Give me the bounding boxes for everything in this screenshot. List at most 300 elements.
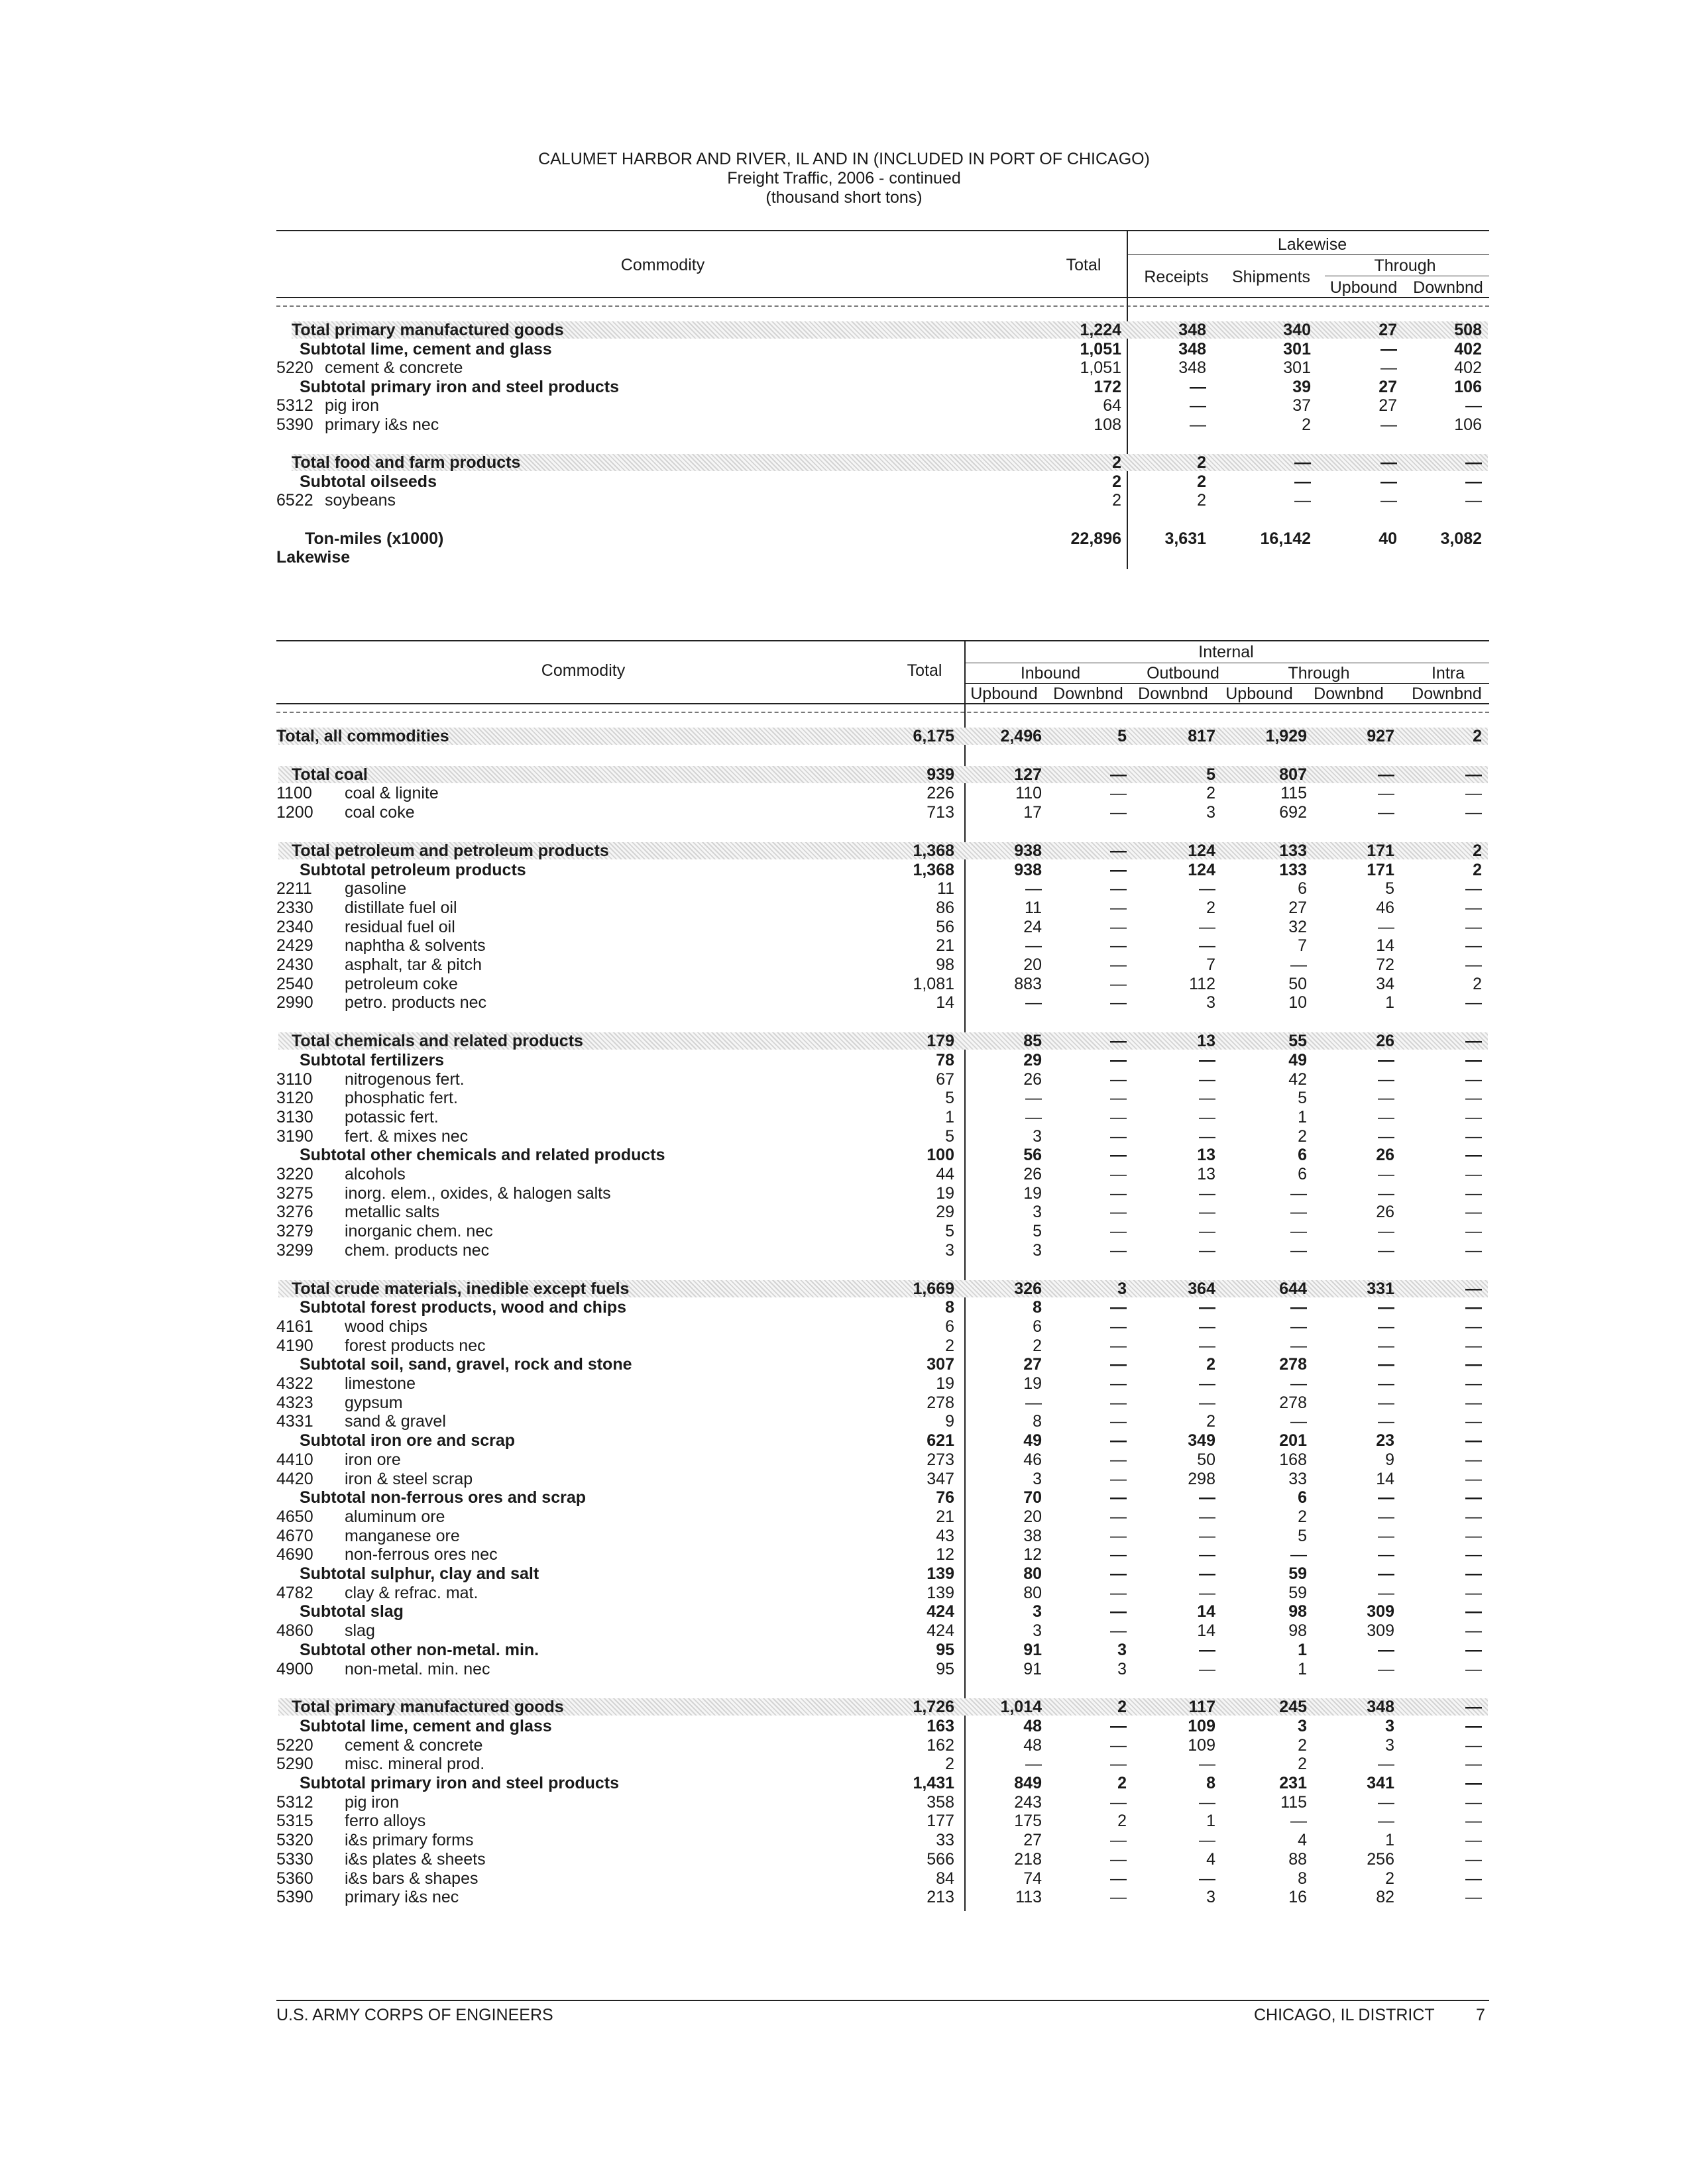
table1-cell: 2 (1197, 472, 1206, 491)
table2-cell: — (1110, 1240, 1127, 1260)
table2-cell: — (1110, 1393, 1127, 1412)
page-title (0, 150, 1688, 207)
table2-cell: 621 (927, 1431, 954, 1450)
table2-cell: 133 (1279, 860, 1307, 879)
table1-cell: 2 (1112, 472, 1121, 491)
table2-row-label: Subtotal soil, sand, gravel, rock and stone (300, 1355, 632, 1374)
table1-row-label: Subtotal primary iron and steel products (300, 377, 620, 396)
table1-cell: 2 (1302, 415, 1311, 434)
table1-cell: 348 (1178, 358, 1206, 377)
table2-cell: 109 (1188, 1735, 1215, 1755)
table2-row-label: inorganic chem. nec (345, 1222, 493, 1241)
table2-cell: — (1465, 1279, 1482, 1298)
table2-cell: 10 (1288, 993, 1307, 1012)
table2-cell: — (1110, 1450, 1127, 1469)
table2-row-label: Subtotal non-ferrous ores and scrap (300, 1488, 587, 1507)
table2-cell: — (1110, 1107, 1127, 1126)
table2-cell: — (1110, 1431, 1127, 1450)
table1-commodity-header: Commodity (620, 256, 705, 274)
table1-row-label: soybeans (325, 491, 396, 510)
table2-row-label: chem. products nec (345, 1240, 490, 1260)
table2-cell: 177 (927, 1812, 954, 1831)
table2-cell: 95 (936, 1659, 954, 1678)
table1-cell: — (1294, 453, 1311, 472)
table2-cell: — (1110, 1050, 1127, 1069)
table2-cell: 162 (927, 1735, 954, 1755)
table2-cell: — (1465, 1146, 1482, 1165)
table2-row-code: 5290 (276, 1755, 313, 1774)
table1-total-header: Total (1066, 256, 1101, 274)
table2-row-code: 5315 (276, 1812, 313, 1831)
table2-cell: — (1465, 1107, 1482, 1126)
table2-row-label: Subtotal forest products, wood and chips (300, 1298, 627, 1317)
table2-cell: 2 (1473, 974, 1482, 993)
table2-cell: — (1199, 1317, 1215, 1336)
table2-cell: 326 (1014, 1279, 1042, 1298)
table2-row-label: iron ore (345, 1450, 401, 1469)
table2-row-code: 1200 (276, 803, 313, 822)
table1-cell: — (1465, 472, 1482, 491)
table2-cell: — (1199, 1507, 1215, 1526)
table2-cell: — (1110, 1126, 1127, 1146)
table2-row-label: limestone (345, 1374, 416, 1393)
table2-row-label: primary i&s nec (345, 1888, 459, 1907)
table2-cell: 139 (927, 1564, 954, 1583)
table1-cell: 172 (1094, 377, 1121, 396)
table1-cell: — (1380, 453, 1397, 472)
table1-cell: 39 (1292, 377, 1311, 396)
table1-group-rule (1127, 254, 1489, 255)
table2-cell: — (1110, 956, 1127, 974)
table2-row-code: 4860 (276, 1621, 313, 1641)
table2-cell: 1,368 (913, 860, 954, 879)
table2-cell: 70 (1023, 1488, 1042, 1507)
table1-cell: — (1190, 377, 1206, 396)
table2-cell: — (1378, 1812, 1394, 1831)
table2-row-label: distillate fuel oil (345, 898, 457, 917)
table2-cell: 84 (936, 1869, 954, 1888)
table2-cell: 19 (1023, 1183, 1042, 1203)
table2-cell: 4 (1206, 1849, 1215, 1869)
table2-cell: 13 (1197, 1032, 1215, 1051)
table2-cell: 2 (1206, 784, 1215, 803)
table2-cell: 6,175 (913, 727, 954, 745)
table1-cell: 16,142 (1260, 529, 1311, 548)
table2-cell: — (1110, 936, 1127, 956)
table2-cell: — (1378, 1374, 1394, 1393)
table2-cell: 1 (1206, 1812, 1215, 1831)
table1-cell: 340 (1283, 321, 1311, 339)
table1-cell: 3,631 (1164, 529, 1206, 548)
table2-cell: — (1110, 1488, 1127, 1507)
table2-cell: — (1199, 1792, 1215, 1812)
table2-cell: 44 (936, 1165, 954, 1183)
table1-row-label: Lakewise (276, 548, 351, 567)
table2-row-code: 3276 (276, 1203, 313, 1222)
table1-cell: 1,051 (1080, 358, 1121, 377)
table1-cell: 27 (1379, 321, 1397, 339)
table2-cell: 3 (1298, 1716, 1307, 1735)
table2-cell: — (1378, 1298, 1394, 1317)
table2-row-code: 3279 (276, 1222, 313, 1241)
table2-row-code: 5220 (276, 1735, 313, 1755)
table2-cell: — (1465, 1545, 1482, 1564)
table2-cell: — (1378, 1183, 1394, 1203)
table2-cell: — (1465, 956, 1482, 974)
table2-cell: — (1110, 1888, 1127, 1907)
table1-row-label: Subtotal oilseeds (300, 472, 437, 491)
table2-cell: 163 (927, 1716, 954, 1735)
table2-through-header: Through (1288, 664, 1350, 682)
table2-cell: — (1110, 1374, 1127, 1393)
table1-cell: 106 (1454, 415, 1482, 434)
table2-row-label: Subtotal other non-metal. min. (300, 1640, 539, 1659)
table1-cell: 2 (1112, 491, 1121, 510)
title-line-1: CALUMET HARBOR AND RIVER, IL AND IN (INCLUDED IN PORT OF CHICAGO) (538, 150, 1150, 168)
table2-row-label: phosphatic fert. (345, 1089, 458, 1108)
table1-row-label: Total primary manufactured goods (292, 321, 564, 339)
table2-cell: — (1465, 1755, 1482, 1774)
table2-row-label: inorg. elem., oxides, & halogen salts (345, 1183, 611, 1203)
table2-cell: — (1025, 936, 1042, 956)
table2-cell: 807 (1279, 765, 1307, 784)
table2-row-label: slag (345, 1621, 375, 1641)
table1-downbnd-header: Downbnd (1413, 278, 1483, 297)
table2-cell: — (1199, 1240, 1215, 1260)
table2-row-label: ferro alloys (345, 1812, 426, 1831)
table2-row-label: non-metal. min. nec (345, 1659, 490, 1678)
table2-cell: 213 (927, 1888, 954, 1907)
table1-cell: 402 (1454, 358, 1482, 377)
table2-cell: — (1465, 917, 1482, 936)
table2-cell: — (1378, 1317, 1394, 1336)
table2-cell: — (1290, 1317, 1307, 1336)
table2-cell: — (1465, 1659, 1482, 1678)
table2-cell: — (1465, 1165, 1482, 1183)
table2-cell: 2 (1117, 1698, 1127, 1717)
table2-cell: 9 (945, 1412, 954, 1431)
table2-row-label: residual fuel oil (345, 917, 455, 936)
table2-cell: 91 (1023, 1659, 1042, 1678)
table2-cell: 2 (1385, 1869, 1394, 1888)
table2-cell: — (1110, 1222, 1127, 1241)
table2-cell: 38 (1023, 1526, 1042, 1545)
table2-cell: 78 (936, 1050, 954, 1069)
table1-cell: — (1380, 472, 1397, 491)
table2-cell: — (1110, 898, 1127, 917)
table1-cell: — (1294, 472, 1311, 491)
table2-row-code: 4900 (276, 1659, 313, 1678)
table2-cell: — (1110, 1583, 1127, 1602)
table2-cell: — (1025, 1393, 1042, 1412)
table2-cell: — (1378, 784, 1394, 803)
table2-row-label: aluminum ore (345, 1507, 445, 1526)
table2-cell: — (1378, 917, 1394, 936)
table2-cell: — (1465, 1355, 1482, 1374)
table2-row-code: 4410 (276, 1450, 313, 1469)
table2-cell: 3 (1033, 1469, 1042, 1488)
table2-cell: 124 (1188, 841, 1215, 860)
table2-cell: 76 (936, 1488, 954, 1507)
table2-row-code: 2990 (276, 993, 313, 1012)
table1-row-label: pig iron (325, 396, 379, 415)
table2-cell: 19 (936, 1374, 954, 1393)
table2-cell: 42 (1288, 1069, 1307, 1089)
table2-cell: — (1025, 993, 1042, 1012)
table2-cell: — (1110, 1792, 1127, 1812)
table2-cell: — (1290, 1336, 1307, 1355)
table2-cell: 8 (1033, 1298, 1042, 1317)
table2-cell: 67 (936, 1069, 954, 1089)
table1-header-rule (276, 297, 1489, 298)
table2-row-code: 2430 (276, 956, 313, 974)
table2-cell: 100 (927, 1146, 954, 1165)
table2-cell: — (1110, 1545, 1127, 1564)
table1-cell: 106 (1454, 377, 1482, 396)
table2-cell: — (1378, 765, 1394, 784)
table2-cell: 1,368 (913, 841, 954, 860)
table2-header-rule (276, 703, 1489, 704)
table2-cell: — (1290, 1412, 1307, 1431)
table2-cell: 358 (927, 1792, 954, 1812)
table1-row-label: cement & concrete (325, 358, 463, 377)
table2-row-code: 4650 (276, 1507, 313, 1526)
table2-cell: 8 (945, 1298, 954, 1317)
table2-row-label: misc. mineral prod. (345, 1755, 485, 1774)
table1-cell: 108 (1094, 415, 1121, 434)
table2-row-label: Subtotal lime, cement and glass (300, 1716, 552, 1735)
table2-cell: 26 (1023, 1165, 1042, 1183)
table2-cell: 2 (1033, 1336, 1042, 1355)
table2-row-label: petroleum coke (345, 974, 458, 993)
table2-row-code: 3275 (276, 1183, 313, 1203)
table2-cell: 331 (1367, 1279, 1394, 1298)
table2-cell: — (1110, 879, 1127, 899)
table1-cell: — (1190, 415, 1206, 434)
table2-row-code: 5360 (276, 1869, 313, 1888)
table2-cell: 50 (1197, 1450, 1215, 1469)
table2-total-header: Total (907, 661, 942, 680)
table2-cell: — (1465, 1888, 1482, 1907)
table2-row-label: Total petroleum and petroleum products (292, 841, 609, 860)
table2-cell: — (1199, 1126, 1215, 1146)
table2-cell: — (1290, 956, 1307, 974)
table2-cell: — (1110, 1317, 1127, 1336)
table2-cell: 3 (1206, 803, 1215, 822)
table2-cell: — (1110, 1469, 1127, 1488)
table2-cell: 1 (1298, 1659, 1307, 1678)
table2-cell: — (1110, 1032, 1127, 1051)
table2-cell: 3 (945, 1240, 954, 1260)
table1-cell: 37 (1292, 396, 1311, 415)
table1-cell: — (1465, 453, 1482, 472)
table2-cell: 4 (1298, 1831, 1307, 1850)
table2-cell: — (1110, 1165, 1127, 1183)
table2-cell: 2 (1298, 1126, 1307, 1146)
table2-cell: 29 (1023, 1050, 1042, 1069)
table2-cell: — (1199, 1583, 1215, 1602)
table2-row-label: gasoline (345, 879, 407, 899)
table1-cell: — (1380, 339, 1397, 358)
table2-inbound-header: Inbound (1020, 664, 1081, 682)
table2-cell: — (1199, 1393, 1215, 1412)
table2-cell: — (1199, 1374, 1215, 1393)
table2-cell: 849 (1014, 1774, 1042, 1792)
table1-cell: 27 (1379, 396, 1397, 415)
table2-cell: 14 (936, 993, 954, 1012)
table2-subheader-downbnd: Downbnd (1314, 684, 1384, 703)
table2-cell: — (1110, 803, 1127, 822)
table2-cell: — (1378, 1755, 1394, 1774)
table2-cell: — (1465, 1583, 1482, 1602)
table2-cell: 201 (1279, 1431, 1307, 1450)
table2-cell: 26 (1023, 1069, 1042, 1089)
table2-row-label: petro. products nec (345, 993, 487, 1012)
table2-subheader-upbound: Upbound (970, 684, 1038, 703)
table2-row-label: i&s bars & shapes (345, 1869, 478, 1888)
table2-cell: — (1465, 1412, 1482, 1431)
table2-cell: 2 (1473, 841, 1482, 860)
table2-row-code: 4190 (276, 1336, 313, 1355)
table2-cell: — (1378, 1107, 1394, 1126)
table2-cell: 298 (1188, 1469, 1215, 1488)
table2-cell: 82 (1376, 1888, 1394, 1907)
table2-cell: 55 (1288, 1032, 1307, 1051)
table2-cell: — (1110, 1735, 1127, 1755)
table2-cell: 5 (1298, 1089, 1307, 1108)
table2-cell: 95 (936, 1640, 954, 1659)
table2-cell: — (1465, 1050, 1482, 1069)
table2-cell: — (1110, 1621, 1127, 1641)
table2-intra-header: Intra (1431, 664, 1465, 682)
table2-cell: 245 (1279, 1698, 1307, 1717)
table2-cell: — (1110, 993, 1127, 1012)
table2-cell: 23 (1376, 1431, 1394, 1450)
table2-cell: 2,496 (1000, 727, 1042, 745)
table2-cell: — (1465, 1469, 1482, 1488)
table2-cell: 72 (1376, 956, 1394, 974)
table2-row-label: Subtotal fertilizers (300, 1050, 445, 1069)
table2-cell: 21 (936, 936, 954, 956)
table2-cell: 1,014 (1000, 1698, 1042, 1717)
table2-cell: 34 (1376, 974, 1394, 993)
table2-row-code: 4323 (276, 1393, 313, 1412)
table2-cell: 3 (1033, 1240, 1042, 1260)
table2-cell: — (1110, 1602, 1127, 1621)
table2-cell: 20 (1023, 1507, 1042, 1526)
table2-cell: — (1378, 1659, 1394, 1678)
table2-cell: 927 (1367, 727, 1394, 745)
table2-cell: 2 (945, 1336, 954, 1355)
table2-cell: 2 (1117, 1774, 1127, 1792)
table1-receipts-header: Receipts (1144, 268, 1209, 286)
table2-cell: 49 (1288, 1050, 1307, 1069)
table2-cell: — (1199, 1336, 1215, 1355)
table1-shipments-header: Shipments (1231, 268, 1311, 286)
table2-cell: 46 (1376, 898, 1394, 917)
table2-cell: — (1378, 1355, 1394, 1374)
table2-cell: 124 (1188, 860, 1215, 879)
table2-cell: — (1378, 1393, 1394, 1412)
table2-row-code: 1100 (276, 784, 312, 803)
table1-row-label: primary i&s nec (325, 415, 439, 434)
table2-cell: — (1290, 1812, 1307, 1831)
table2-row-label: wood chips (345, 1317, 428, 1336)
table2-cell: 1 (1385, 993, 1394, 1012)
table2-cell: 364 (1188, 1279, 1215, 1298)
table2-cell: — (1378, 1488, 1394, 1507)
table2-row-code: 2429 (276, 936, 313, 956)
table2-cell: 5 (945, 1222, 954, 1241)
table2-cell: — (1110, 1869, 1127, 1888)
table2-cell: — (1378, 1545, 1394, 1564)
table2-cell: 5 (1298, 1526, 1307, 1545)
table2-cell: 2 (1206, 1412, 1215, 1431)
table2-cell: 5 (945, 1126, 954, 1146)
table1-cell: — (1380, 358, 1397, 377)
table2-cell: — (1199, 1640, 1215, 1659)
table2-cell: — (1110, 1755, 1127, 1774)
table2-row-label: Subtotal iron ore and scrap (300, 1431, 516, 1450)
table2-cell: — (1465, 1507, 1482, 1526)
table2-outbound-header: Outbound (1147, 664, 1219, 682)
table2-row-code: 3220 (276, 1165, 313, 1183)
table2-cell: — (1465, 1849, 1482, 1869)
table2-cell: — (1465, 1374, 1482, 1393)
table2-cell: 48 (1023, 1716, 1042, 1735)
table2-cell: 2 (1206, 1355, 1215, 1374)
table2-cell: 21 (936, 1507, 954, 1526)
table2-cell: — (1465, 765, 1482, 784)
table2-cell: 424 (927, 1621, 954, 1641)
table2-row-label: sand & gravel (345, 1412, 446, 1431)
table2-cell: — (1110, 1412, 1127, 1431)
table2-cell: 98 (1288, 1621, 1307, 1641)
table2-cell: — (1465, 1869, 1482, 1888)
footer-left: U.S. ARMY CORPS OF ENGINEERS (276, 2006, 553, 2024)
table2-cell: — (1110, 1526, 1127, 1545)
footer-right: CHICAGO, IL DISTRICT (1254, 2006, 1435, 2024)
table2-cell: 3 (1117, 1640, 1127, 1659)
table1-cell: 2 (1197, 491, 1206, 510)
table2-cell: 5 (1385, 879, 1394, 899)
table2-cell: 1,669 (913, 1279, 954, 1298)
table2-cell: 309 (1367, 1602, 1394, 1621)
table2-cell: 3 (1117, 1279, 1127, 1298)
table2-cell: — (1378, 1640, 1394, 1659)
table2-cell: — (1110, 1355, 1127, 1374)
table2-row-code: 3110 (276, 1069, 312, 1089)
table1-cell: 2 (1197, 453, 1206, 472)
table2-row-code: 2330 (276, 898, 313, 917)
table2-cell: — (1199, 1298, 1215, 1317)
table2-row-code: 5390 (276, 1888, 313, 1907)
table2-cell: 110 (1015, 784, 1042, 803)
table2-cell: 883 (1014, 974, 1042, 993)
table2-cell: 8 (1033, 1412, 1042, 1431)
table2-cell: 112 (1189, 974, 1215, 993)
table2-cell: 86 (936, 898, 954, 917)
table2-cell: 6 (1298, 879, 1307, 899)
table2-cell: 226 (927, 784, 954, 803)
table2-row-label: i&s primary forms (345, 1831, 474, 1850)
table2-cell: 278 (927, 1393, 954, 1412)
table2-row-label: Total coal (292, 765, 368, 784)
table2-cell: 256 (1367, 1849, 1394, 1869)
table2-cell: 56 (936, 917, 954, 936)
table2-row-label: Subtotal sulphur, clay and salt (300, 1564, 539, 1583)
table2-row-label: coal & lignite (345, 784, 439, 803)
